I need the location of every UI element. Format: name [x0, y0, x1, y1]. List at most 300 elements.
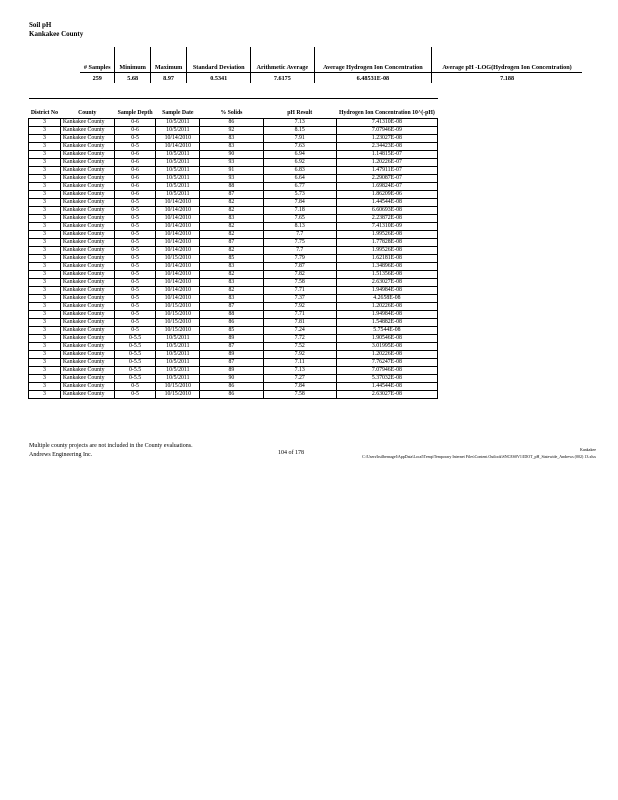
cell-h-ion: 1.20226E-07	[336, 159, 437, 167]
cell-date: 10/14/2010	[156, 247, 200, 255]
table-row	[29, 367, 438, 375]
table-row	[29, 303, 438, 311]
cell-depth: 0-5	[114, 263, 156, 271]
cell-county: Kankakee County	[60, 303, 114, 311]
cell-ph: 6.64	[263, 175, 336, 183]
sheet-label: Kankakee	[580, 447, 596, 452]
cell-district: 3	[29, 319, 61, 327]
cell-date: 10/14/2010	[156, 231, 200, 239]
cell-solids: 82	[200, 207, 263, 215]
cell-ph: 7.7	[263, 247, 336, 255]
cell-solids: 83	[200, 143, 263, 151]
table-row	[29, 351, 438, 359]
cell-district: 3	[29, 199, 61, 207]
cell-district: 3	[29, 343, 61, 351]
table-row	[29, 175, 438, 183]
cell-depth: 0-5	[114, 247, 156, 255]
col-header-county: County	[78, 110, 97, 116]
cell-ph: 7.71	[263, 311, 336, 319]
cell-ph: 8.15	[263, 127, 336, 135]
cell-county: Kankakee County	[60, 143, 114, 151]
cell-h-ion: 1.47911E-07	[336, 167, 437, 175]
summary-value-maximum: 8.97	[150, 73, 187, 84]
cell-ph: 7.82	[263, 271, 336, 279]
cell-depth: 0-6	[114, 119, 156, 127]
cell-h-ion: 2.23872E-08	[336, 215, 437, 223]
cell-county: Kankakee County	[60, 279, 114, 287]
cell-h-ion: 1.86209E-06	[336, 191, 437, 199]
table-row	[29, 143, 438, 151]
table-row	[29, 231, 438, 239]
cell-district: 3	[29, 271, 61, 279]
cell-county: Kankakee County	[60, 263, 114, 271]
cell-solids: 93	[200, 159, 263, 167]
cell-ph: 6.94	[263, 151, 336, 159]
cell-depth: 0-5	[114, 311, 156, 319]
cell-depth: 0-5.5	[114, 375, 156, 383]
table-row	[29, 311, 438, 319]
cell-h-ion: 5.7544E-08	[336, 327, 437, 335]
cell-h-ion: 1.51356E-08	[336, 271, 437, 279]
cell-ph: 7.81	[263, 319, 336, 327]
cell-ph: 6.77	[263, 183, 336, 191]
cell-county: Kankakee County	[60, 295, 114, 303]
cell-h-ion: 1.20226E-08	[336, 303, 437, 311]
table-row	[29, 327, 438, 335]
cell-h-ion: 7.41310E-09	[336, 223, 437, 231]
cell-ph: 7.24	[263, 327, 336, 335]
cell-solids: 83	[200, 263, 263, 271]
cell-district: 3	[29, 367, 61, 375]
cell-county: Kankakee County	[60, 375, 114, 383]
cell-county: Kankakee County	[60, 351, 114, 359]
cell-depth: 0-5	[114, 295, 156, 303]
cell-solids: 88	[200, 183, 263, 191]
cell-solids: 85	[200, 327, 263, 335]
cell-ph: 7.27	[263, 375, 336, 383]
table-row	[29, 159, 438, 167]
cell-depth: 0-6	[114, 151, 156, 159]
cell-district: 3	[29, 127, 61, 135]
cell-h-ion: 5.37032E-08	[336, 375, 437, 383]
cell-solids: 87	[200, 359, 263, 367]
report-county: Kankakee County	[29, 30, 84, 38]
cell-date: 10/5/2011	[156, 343, 200, 351]
cell-ph: 7.72	[263, 335, 336, 343]
col-header-ph: pH Result	[287, 110, 313, 116]
cell-solids: 91	[200, 167, 263, 175]
cell-depth: 0-5	[114, 327, 156, 335]
table-row	[29, 335, 438, 343]
cell-date: 10/14/2010	[156, 199, 200, 207]
cell-solids: 87	[200, 343, 263, 351]
cell-h-ion: 7.07946E-09	[336, 127, 437, 135]
cell-h-ion: 1.23027E-08	[336, 135, 437, 143]
cell-depth: 0-6	[114, 127, 156, 135]
cell-depth: 0-5	[114, 239, 156, 247]
table-row	[29, 167, 438, 175]
cell-county: Kankakee County	[60, 391, 114, 399]
samples-table	[28, 98, 438, 399]
cell-ph: 7.92	[263, 303, 336, 311]
cell-date: 10/5/2011	[156, 167, 200, 175]
table-row	[29, 199, 438, 207]
summary-value-arith-avg: 7.6175	[251, 73, 315, 84]
cell-depth: 0-5	[114, 135, 156, 143]
summary-header-maximum: Maximum	[150, 47, 187, 73]
table-row	[29, 151, 438, 159]
cell-county: Kankakee County	[60, 271, 114, 279]
page-number: 104 of 178	[278, 450, 304, 456]
cell-county: Kankakee County	[60, 287, 114, 295]
cell-solids: 83	[200, 135, 263, 143]
cell-ph: 8.13	[263, 223, 336, 231]
cell-h-ion: 2.63027E-08	[336, 391, 437, 399]
cell-county: Kankakee County	[60, 343, 114, 351]
cell-date: 10/5/2011	[156, 127, 200, 135]
cell-h-ion: 2.63027E-08	[336, 279, 437, 287]
cell-solids: 82	[200, 199, 263, 207]
table-row	[29, 239, 438, 247]
cell-date: 10/15/2010	[156, 391, 200, 399]
cell-ph: 5.73	[263, 191, 336, 199]
cell-district: 3	[29, 167, 61, 175]
cell-district: 3	[29, 327, 61, 335]
cell-date: 10/5/2011	[156, 159, 200, 167]
cell-depth: 0-5	[114, 391, 156, 399]
cell-district: 3	[29, 135, 61, 143]
cell-h-ion: 7.76247E-08	[336, 359, 437, 367]
cell-solids: 87	[200, 191, 263, 199]
table-row	[29, 247, 438, 255]
cell-date: 10/14/2010	[156, 223, 200, 231]
summary-header-minimum: Minimum	[115, 47, 150, 73]
company-name: Andrews Engineering Inc.	[29, 452, 93, 458]
cell-solids: 83	[200, 279, 263, 287]
table-row	[29, 271, 438, 279]
cell-h-ion: 1.14815E-07	[336, 151, 437, 159]
summary-value-std-dev: 0.5341	[187, 73, 251, 84]
cell-h-ion: 1.99526E-08	[336, 231, 437, 239]
cell-depth: 0-5	[114, 223, 156, 231]
cell-district: 3	[29, 391, 61, 399]
cell-district: 3	[29, 383, 61, 391]
cell-date: 10/14/2010	[156, 263, 200, 271]
cell-district: 3	[29, 159, 61, 167]
table-row	[29, 183, 438, 191]
table-row	[29, 255, 438, 263]
cell-depth: 0-5	[114, 383, 156, 391]
table-row	[29, 391, 438, 399]
cell-depth: 0-5	[114, 199, 156, 207]
cell-solids: 82	[200, 271, 263, 279]
cell-depth: 0-5	[114, 207, 156, 215]
cell-district: 3	[29, 359, 61, 367]
cell-district: 3	[29, 311, 61, 319]
cell-depth: 0-5	[114, 271, 156, 279]
cell-district: 3	[29, 239, 61, 247]
col-header-solids: % Solids	[220, 110, 243, 116]
cell-date: 10/14/2010	[156, 279, 200, 287]
cell-solids: 89	[200, 335, 263, 343]
cell-ph: 7.7	[263, 231, 336, 239]
cell-district: 3	[29, 191, 61, 199]
summary-table	[80, 47, 582, 83]
cell-county: Kankakee County	[60, 135, 114, 143]
cell-h-ion: 6.60693E-08	[336, 207, 437, 215]
cell-solids: 83	[200, 215, 263, 223]
cell-county: Kankakee County	[60, 175, 114, 183]
cell-solids: 90	[200, 151, 263, 159]
cell-solids: 82	[200, 231, 263, 239]
cell-district: 3	[29, 263, 61, 271]
cell-solids: 87	[200, 239, 263, 247]
cell-date: 10/14/2010	[156, 271, 200, 279]
cell-district: 3	[29, 183, 61, 191]
cell-date: 10/15/2010	[156, 327, 200, 335]
cell-h-ion: 4.2658E-08	[336, 295, 437, 303]
cell-solids: 89	[200, 367, 263, 375]
table-row	[29, 287, 438, 295]
report-title: Soil pH	[29, 21, 52, 29]
cell-county: Kankakee County	[60, 223, 114, 231]
cell-ph: 7.37	[263, 295, 336, 303]
cell-county: Kankakee County	[60, 311, 114, 319]
cell-solids: 90	[200, 375, 263, 383]
cell-ph: 7.18	[263, 207, 336, 215]
col-header-h-ion: Hydrogen Ion Concentration 10^(-pH)	[338, 110, 435, 116]
cell-district: 3	[29, 255, 61, 263]
cell-date: 10/15/2010	[156, 255, 200, 263]
cell-date: 10/5/2011	[156, 375, 200, 383]
cell-date: 10/5/2011	[156, 359, 200, 367]
cell-ph: 7.79	[263, 255, 336, 263]
footnote: Multiple county projects are not included in the County evaluations.	[29, 443, 193, 449]
cell-county: Kankakee County	[60, 327, 114, 335]
cell-district: 3	[29, 287, 61, 295]
cell-ph: 7.13	[263, 367, 336, 375]
table-row	[29, 359, 438, 367]
cell-depth: 0-5	[114, 303, 156, 311]
cell-date: 10/14/2010	[156, 135, 200, 143]
cell-solids: 85	[200, 255, 263, 263]
summary-value-avg-ph: 7.188	[432, 73, 582, 84]
cell-solids: 93	[200, 175, 263, 183]
cell-date: 10/5/2011	[156, 191, 200, 199]
cell-date: 10/5/2011	[156, 183, 200, 191]
col-header-depth: Sample Depth	[117, 110, 153, 116]
cell-district: 3	[29, 295, 61, 303]
col-header-date: Sample Date	[162, 110, 194, 116]
cell-h-ion: 1.77828E-08	[336, 239, 437, 247]
cell-h-ion: 2.29087E-07	[336, 175, 437, 183]
cell-h-ion: 1.69824E-07	[336, 183, 437, 191]
table-row	[29, 279, 438, 287]
cell-date: 10/5/2011	[156, 175, 200, 183]
cell-county: Kankakee County	[60, 335, 114, 343]
cell-solids: 92	[200, 127, 263, 135]
cell-county: Kankakee County	[60, 119, 114, 127]
cell-h-ion: 1.94984E-08	[336, 311, 437, 319]
cell-county: Kankakee County	[60, 383, 114, 391]
cell-ph: 7.84	[263, 383, 336, 391]
cell-solids: 82	[200, 287, 263, 295]
cell-h-ion: 1.94984E-08	[336, 287, 437, 295]
cell-ph: 6.83	[263, 167, 336, 175]
cell-district: 3	[29, 207, 61, 215]
table-row	[29, 119, 438, 127]
table-row	[29, 191, 438, 199]
summary-value-minimum: 5.68	[115, 73, 150, 84]
table-row	[29, 375, 438, 383]
cell-depth: 0-5.5	[114, 343, 156, 351]
cell-h-ion: 1.20226E-08	[336, 351, 437, 359]
cell-depth: 0-5	[114, 319, 156, 327]
cell-county: Kankakee County	[60, 159, 114, 167]
cell-county: Kankakee County	[60, 215, 114, 223]
cell-solids: 89	[200, 351, 263, 359]
cell-h-ion: 1.62181E-08	[336, 255, 437, 263]
cell-district: 3	[29, 151, 61, 159]
cell-h-ion: 1.44544E-08	[336, 383, 437, 391]
cell-ph: 7.63	[263, 143, 336, 151]
table-row	[29, 135, 438, 143]
summary-header-samples: # Samples	[83, 64, 111, 71]
cell-solids: 86	[200, 119, 263, 127]
cell-depth: 0-5	[114, 143, 156, 151]
cell-ph: 7.11	[263, 359, 336, 367]
cell-date: 10/15/2010	[156, 311, 200, 319]
cell-county: Kankakee County	[60, 127, 114, 135]
cell-h-ion: 2.34423E-08	[336, 143, 437, 151]
cell-date: 10/14/2010	[156, 287, 200, 295]
file-path: C:\Users\bsilbernagel\AppData\Local\Temp\Temporary Internet Files\Content.Outlook\SNCES0V1\IDOT_pH_Statewide_Andrews (002) 13.xlsx	[362, 454, 596, 459]
cell-district: 3	[29, 215, 61, 223]
cell-h-ion: 7.41310E-08	[336, 119, 437, 127]
cell-depth: 0-5	[114, 231, 156, 239]
cell-ph: 7.84	[263, 199, 336, 207]
cell-solids: 83	[200, 295, 263, 303]
summary-header-avg-h-ion: Average Hydrogen Ion Concentration	[314, 47, 432, 73]
cell-county: Kankakee County	[60, 167, 114, 175]
cell-county: Kankakee County	[60, 255, 114, 263]
cell-solids: 87	[200, 303, 263, 311]
cell-county: Kankakee County	[60, 367, 114, 375]
table-row	[29, 295, 438, 303]
cell-district: 3	[29, 335, 61, 343]
table-row	[29, 127, 438, 135]
cell-date: 10/14/2010	[156, 295, 200, 303]
cell-ph: 7.87	[263, 263, 336, 271]
cell-date: 10/5/2011	[156, 335, 200, 343]
cell-date: 10/14/2010	[156, 143, 200, 151]
cell-solids: 86	[200, 319, 263, 327]
cell-county: Kankakee County	[60, 151, 114, 159]
table-row	[29, 383, 438, 391]
cell-ph: 7.65	[263, 215, 336, 223]
cell-depth: 0-6	[114, 167, 156, 175]
table-row	[29, 223, 438, 231]
cell-h-ion: 3.01995E-08	[336, 343, 437, 351]
cell-ph: 7.58	[263, 279, 336, 287]
cell-date: 10/5/2011	[156, 151, 200, 159]
cell-county: Kankakee County	[60, 239, 114, 247]
cell-county: Kankakee County	[60, 359, 114, 367]
table-row	[29, 319, 438, 327]
table-row	[29, 343, 438, 351]
summary-value-samples: 259	[80, 73, 115, 84]
summary-header-std-dev: Standard Deviation	[187, 47, 251, 73]
cell-h-ion: 1.54882E-08	[336, 319, 437, 327]
cell-h-ion: 1.44544E-08	[336, 199, 437, 207]
cell-solids: 82	[200, 223, 263, 231]
cell-district: 3	[29, 351, 61, 359]
table-row	[29, 215, 438, 223]
cell-depth: 0-5.5	[114, 351, 156, 359]
cell-county: Kankakee County	[60, 191, 114, 199]
cell-date: 10/5/2011	[156, 367, 200, 375]
cell-depth: 0-6	[114, 191, 156, 199]
cell-depth: 0-6	[114, 183, 156, 191]
summary-value-avg-h-ion: 6.48531E-08	[314, 73, 432, 84]
cell-h-ion: 1.99526E-08	[336, 247, 437, 255]
cell-depth: 0-6	[114, 175, 156, 183]
cell-ph: 7.91	[263, 135, 336, 143]
cell-solids: 86	[200, 383, 263, 391]
table-row	[29, 263, 438, 271]
cell-district: 3	[29, 119, 61, 127]
cell-h-ion: 1.34896E-08	[336, 263, 437, 271]
cell-depth: 0-5.5	[114, 359, 156, 367]
cell-district: 3	[29, 231, 61, 239]
cell-date: 10/14/2010	[156, 207, 200, 215]
cell-date: 10/15/2010	[156, 303, 200, 311]
cell-depth: 0-5.5	[114, 335, 156, 343]
cell-county: Kankakee County	[60, 207, 114, 215]
cell-h-ion: 7.07946E-08	[336, 367, 437, 375]
cell-solids: 88	[200, 311, 263, 319]
cell-depth: 0-5	[114, 255, 156, 263]
cell-district: 3	[29, 247, 61, 255]
cell-depth: 0-5.5	[114, 367, 156, 375]
cell-county: Kankakee County	[60, 231, 114, 239]
cell-h-ion: 1.90546E-08	[336, 335, 437, 343]
cell-ph: 6.92	[263, 159, 336, 167]
cell-date: 10/5/2011	[156, 351, 200, 359]
cell-date: 10/15/2010	[156, 319, 200, 327]
col-header-district: District No	[30, 110, 59, 116]
cell-ph: 7.13	[263, 119, 336, 127]
cell-solids: 82	[200, 247, 263, 255]
cell-ph: 7.58	[263, 391, 336, 399]
cell-depth: 0-6	[114, 159, 156, 167]
cell-county: Kankakee County	[60, 247, 114, 255]
cell-district: 3	[29, 143, 61, 151]
cell-district: 3	[29, 279, 61, 287]
samples-table-body	[29, 119, 438, 399]
cell-date: 10/14/2010	[156, 215, 200, 223]
cell-solids: 86	[200, 391, 263, 399]
summary-header-arith-avg: Arithmetic Average	[251, 47, 315, 73]
cell-date: 10/14/2010	[156, 239, 200, 247]
cell-depth: 0-5	[114, 215, 156, 223]
cell-district: 3	[29, 223, 61, 231]
table-row	[29, 207, 438, 215]
cell-date: 10/15/2010	[156, 383, 200, 391]
cell-ph: 7.52	[263, 343, 336, 351]
cell-ph: 7.71	[263, 287, 336, 295]
cell-ph: 7.75	[263, 239, 336, 247]
